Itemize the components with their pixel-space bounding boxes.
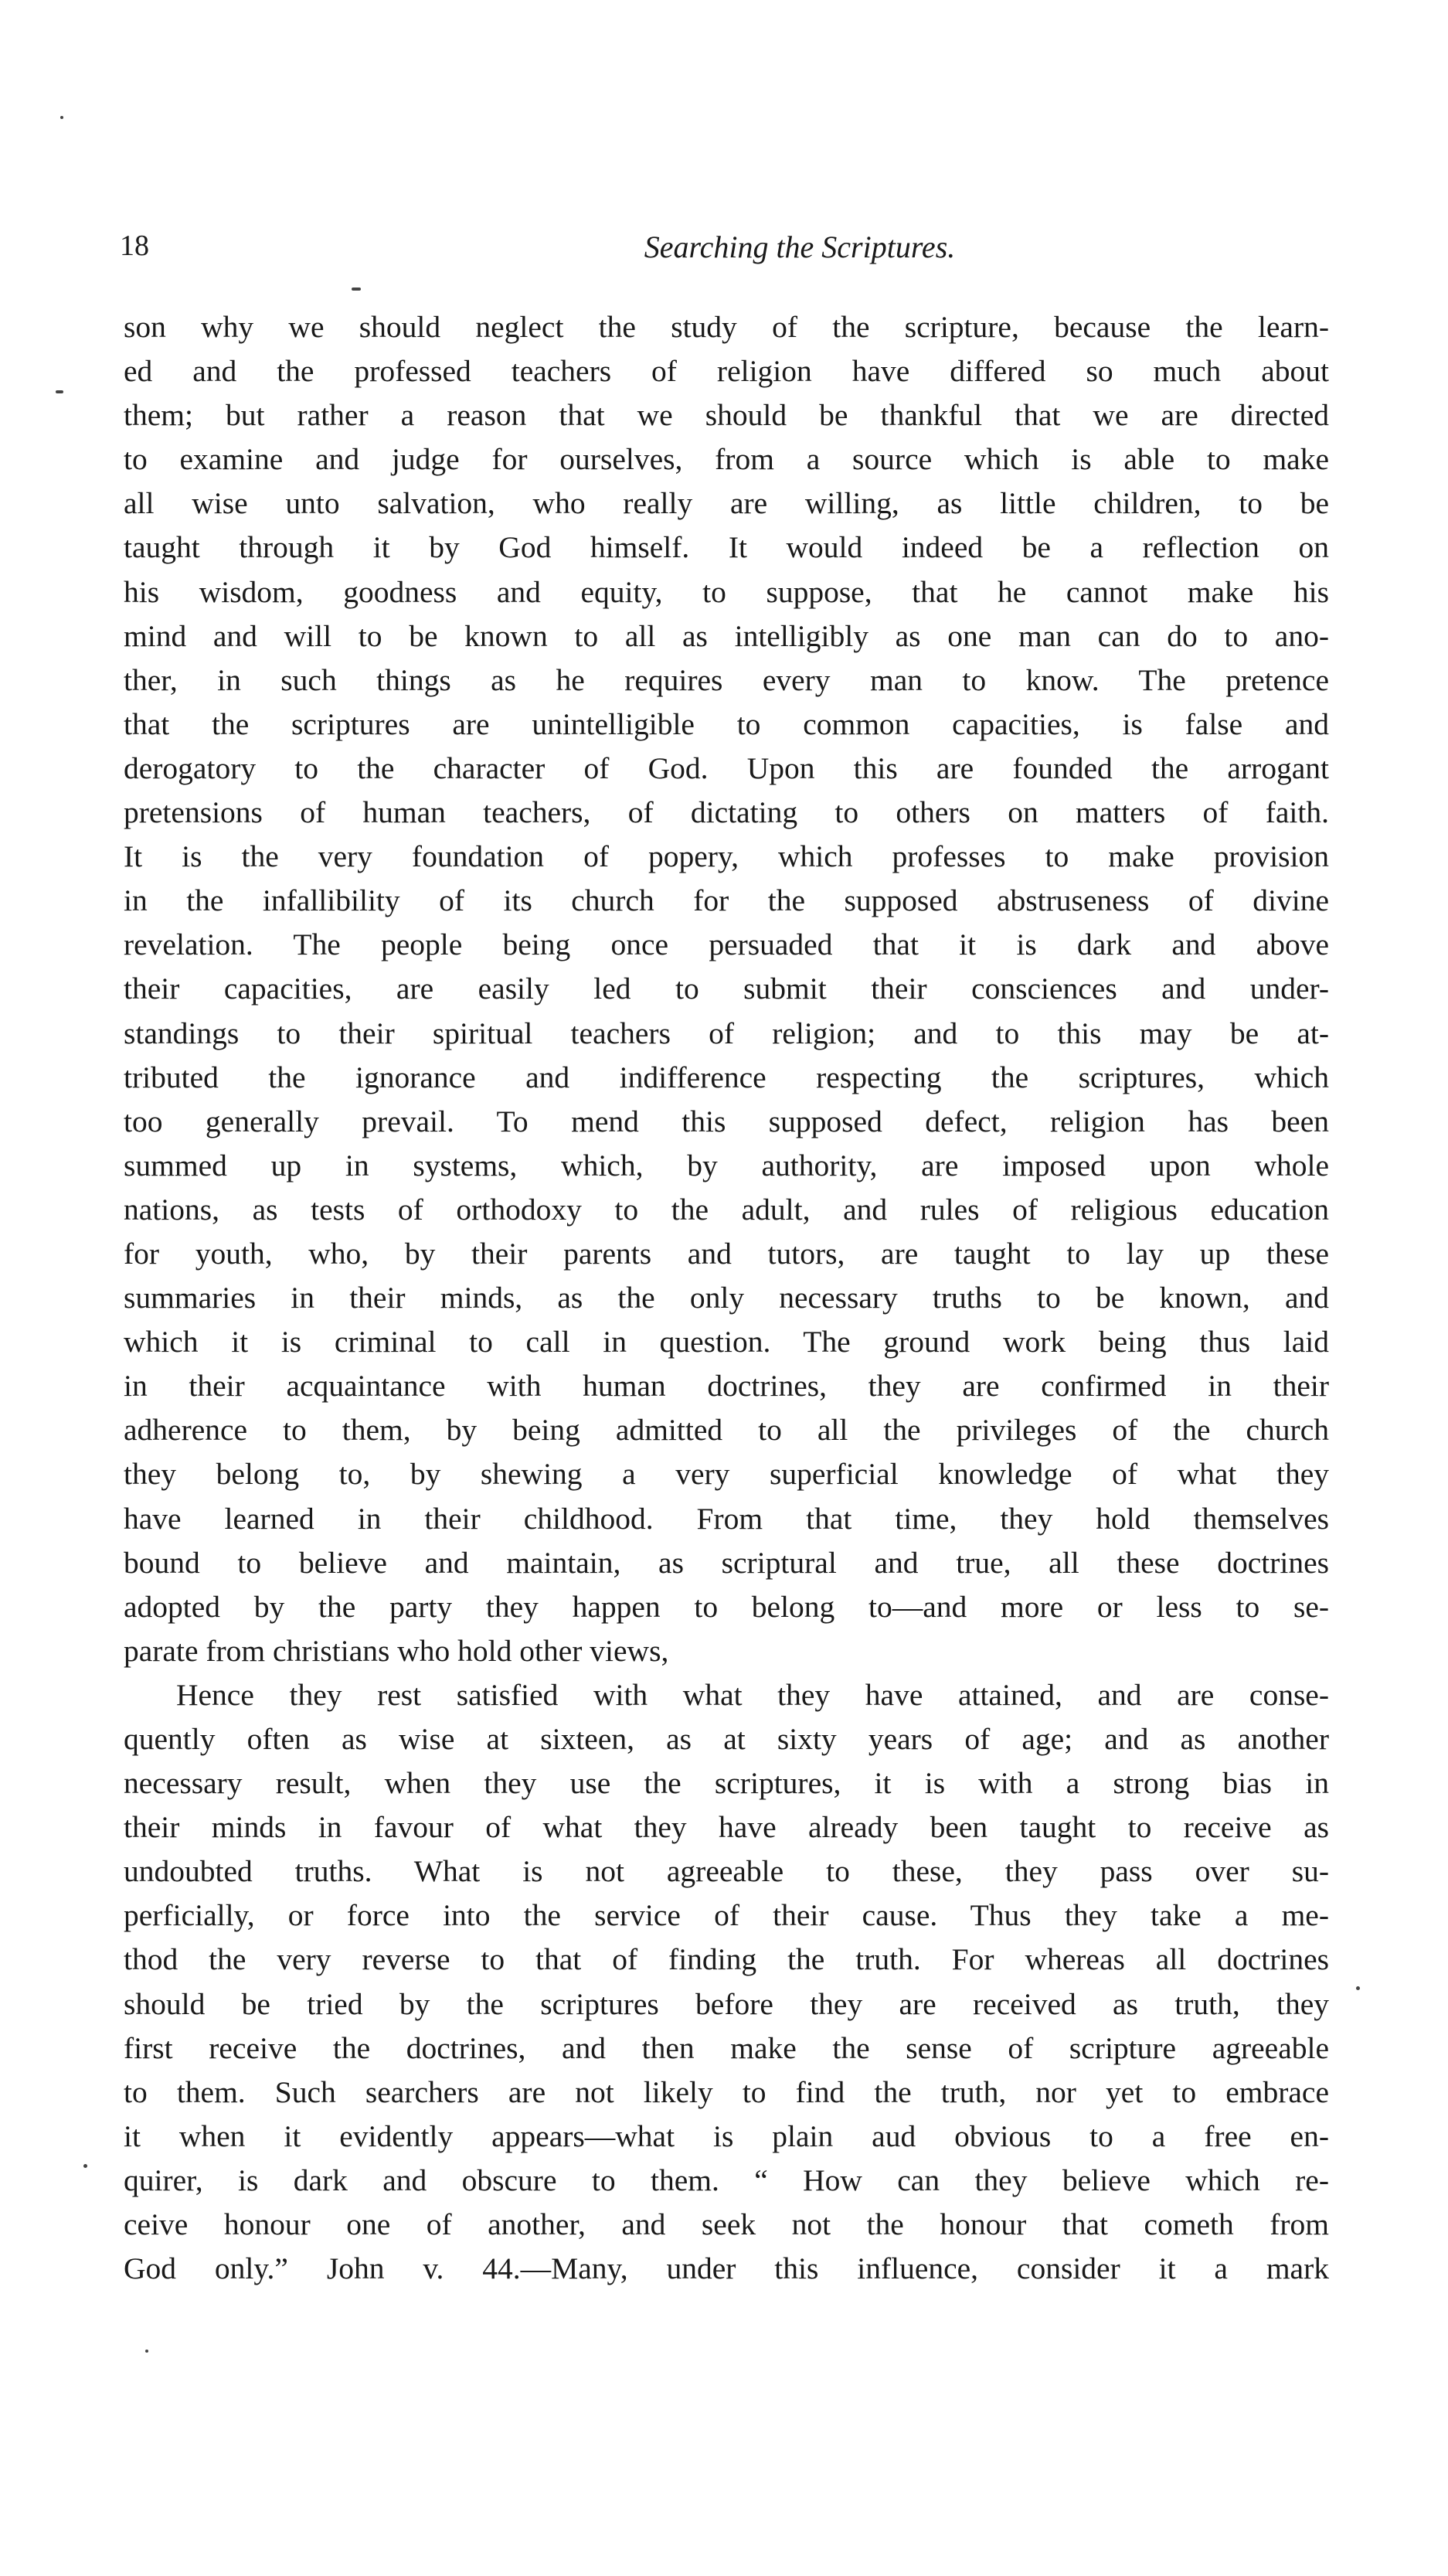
text-line: son why we should neglect the study of the scripture, because the learn- [124,310,1329,344]
text-line: bound to believe and maintain, as scriptural and true, all these doctrines [124,1545,1329,1580]
text-line: tributed the ignorance and indifference respecting the scriptures, which [124,1060,1329,1094]
text-line: necessary result, when they use the scriptures, it is with a strong bias in [124,1766,1329,1801]
text-line: Hence they rest satisfied with what they have attained, and are conse- [176,1677,1329,1712]
text-line: standings to their spiritual teachers of religion; and to this may be at- [124,1016,1329,1050]
text-line: their minds in favour of what they have already been taught to receive as [124,1810,1329,1845]
scan-speck [83,2164,87,2168]
text-line: to examine and judge for ourselves, from a source which is able to make [124,442,1329,477]
text-line: derogatory to the character of God. Upon this are founded the arrogant [124,750,1329,785]
text-line: that the scriptures are unintelligible to common capacities, is false and [124,706,1329,741]
text-line: ther, in such things as he requires every man to know. The pretence [124,662,1329,697]
running-title: Searching the Scriptures. [644,230,956,264]
text-line: summaries in their minds, as the only necessary truths to be known, and [124,1281,1329,1315]
text-line: It is the very foundation of popery, which professes to make provision [124,839,1329,874]
text-line: revelation. The people being once persuaded that it is dark and above [124,927,1329,962]
text-line: their capacities, are easily led to submit their consciences and under- [124,972,1329,1006]
text-line: parate from christians who hold other views, [124,1633,669,1668]
text-line: should be tried by the scriptures before they are received as truth, they [124,1986,1329,2021]
text-line: taught through it by God himself. It would indeed be a reflection on [124,530,1329,565]
scan-speck [56,390,63,393]
text-line: too generally prevail. To mend this supposed defect, religion has been [124,1104,1329,1138]
text-line: have learned in their childhood. From that time, they hold themselves [124,1501,1329,1536]
text-line: in the infallibility of its church for the supposed abstruseness of divine [124,883,1329,918]
page-header [120,229,1333,275]
text-line: ed and the professed teachers of religion have differed so much about [124,354,1329,389]
text-line: perficially, or force into the service of their cause. Thus they take a me- [124,1898,1329,1933]
text-line: adherence to them, by being admitted to all the privileges of the church [124,1413,1329,1448]
text-line: adopted by the party they happen to belong to—and more or less to se- [124,1589,1329,1624]
text-line: thod the very reverse to that of finding the truth. For whereas all doctrines [124,1942,1329,1977]
text-line: which it is criminal to call in question. The ground work being thus laid [124,1325,1329,1359]
scan-speck [145,2350,148,2353]
text-line: undoubted truths. What is not agreeable to these, they pass over su- [124,1854,1329,1889]
text-line: it when it evidently appears—what is plain aud obvious to a free en- [124,2118,1329,2153]
text-line: mind and will to be known to all as intelligibly as one man can do to ano- [124,618,1329,653]
text-line: for youth, who, by their parents and tutors, are taught to lay up these [124,1236,1329,1271]
page-number: 18 [120,230,149,262]
text-line: all wise unto salvation, who really are willing, as little children, to be [124,486,1329,521]
body-text [124,305,1329,2291]
text-line: quirer, is dark and obscure to them. “ How can they believe which re- [124,2163,1329,2197]
text-line: they belong to, by shewing a very superficial knowledge of what they [124,1457,1329,1492]
text-line: quently often as wise at sixteen, as at sixty years of age; and as another [124,1722,1329,1756]
scan-speck [1356,1986,1360,1990]
text-line: ceive honour one of another, and seek not the honour that cometh from [124,2207,1329,2242]
text-line: pretensions of human teachers, of dictating to others on matters of faith. [124,795,1329,830]
scan-speck [352,288,361,291]
text-line: nations, as tests of orthodoxy to the adult, and rules of religious education [124,1192,1329,1227]
scan-speck [60,116,63,119]
text-line: first receive the doctrines, and then make the sense of scripture agreeable [124,2030,1329,2065]
text-line: God only.” John v. 44.—Many, under this influence, consider it a mark [124,2251,1329,2286]
text-line: summed up in systems, which, by authority, are imposed upon whole [124,1148,1329,1183]
text-line: in their acquaintance with human doctrines, they are confirmed in their [124,1369,1329,1404]
text-line: to them. Such searchers are not likely to find the truth, nor yet to embrace [124,2074,1329,2109]
text-line: them; but rather a reason that we should be thankful that we are directed [124,398,1329,433]
text-line: his wisdom, goodness and equity, to suppose, that he cannot make his [124,574,1329,609]
